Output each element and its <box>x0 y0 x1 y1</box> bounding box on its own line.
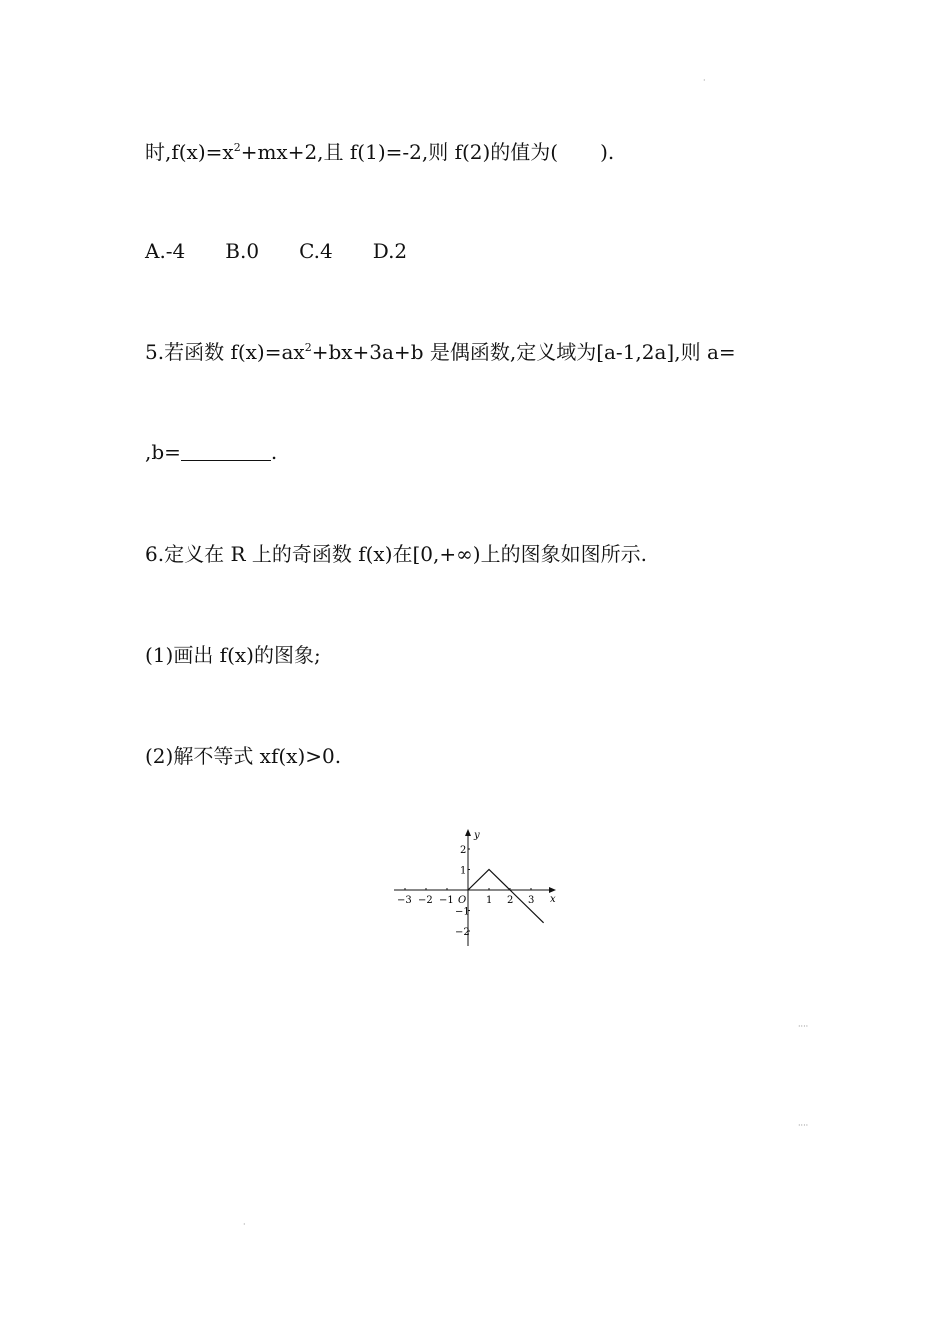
q6-part2 <box>145 744 341 768</box>
x-axis-label: x <box>550 894 556 905</box>
y-axis-label: y <box>474 830 480 841</box>
scan-mark: ···· <box>798 1121 809 1130</box>
q5-exponent: 2 <box>304 341 312 354</box>
q5-period: . <box>270 440 278 464</box>
q4-options <box>145 239 447 263</box>
q6-text: 6.定义在 R 上的奇函数 f(x)在[0,+∞)上的图象如图所示. <box>145 542 647 566</box>
q6-part2-text: (2)解不等式 xf(x)>0. <box>145 744 342 768</box>
option-d: D.2 <box>372 239 408 263</box>
q4-text-b: +mx+2,且 f(1)=-2,则 f(2)的值为( <box>240 140 559 164</box>
y-tick-label: 2 <box>460 845 467 856</box>
q4-text-a: 时,f(x)=x <box>145 140 234 164</box>
x-tick-label: 2 <box>507 895 514 906</box>
y-axis-arrow <box>465 829 471 836</box>
q6-part1 <box>145 643 321 667</box>
q5-text-b: +bx+3a+b 是偶函数,定义域为[a-1,2a],则 a= <box>311 340 736 364</box>
x-tick-label: 1 <box>486 895 493 906</box>
q6-line <box>145 542 647 566</box>
x-axis-arrow <box>549 887 556 893</box>
q5-blank-line <box>145 440 277 464</box>
x-tick-label: 3 <box>528 895 535 906</box>
option-b: B.0 <box>225 239 260 263</box>
y-tick-label: −2 <box>455 927 470 938</box>
function-graph <box>390 826 565 951</box>
x-tick-label: −1 <box>439 895 454 906</box>
option-c: C.4 <box>299 239 333 263</box>
q5-text-a: 5.若函数 f(x)=ax <box>145 340 305 364</box>
q5-b-label: ,b= <box>145 440 181 464</box>
x-tick-label: −3 <box>397 895 412 906</box>
scan-mark: · <box>243 1220 246 1229</box>
q4-tail-line <box>145 140 614 164</box>
x-tick-label: −2 <box>418 895 433 906</box>
q6-part1-text: (1)画出 f(x)的图象; <box>145 643 321 667</box>
answer-blank[interactable] <box>181 442 271 461</box>
q5-line <box>145 340 736 364</box>
q4-text-c: ). <box>600 140 615 164</box>
q4-exponent: 2 <box>233 141 241 154</box>
scan-mark: · <box>703 76 706 85</box>
y-tick-label: −1 <box>455 906 470 918</box>
y-tick-label: 1 <box>460 865 467 877</box>
origin-label: O <box>458 895 467 906</box>
option-a: A.-4 <box>145 239 186 263</box>
scan-mark: ···· <box>798 1022 809 1031</box>
